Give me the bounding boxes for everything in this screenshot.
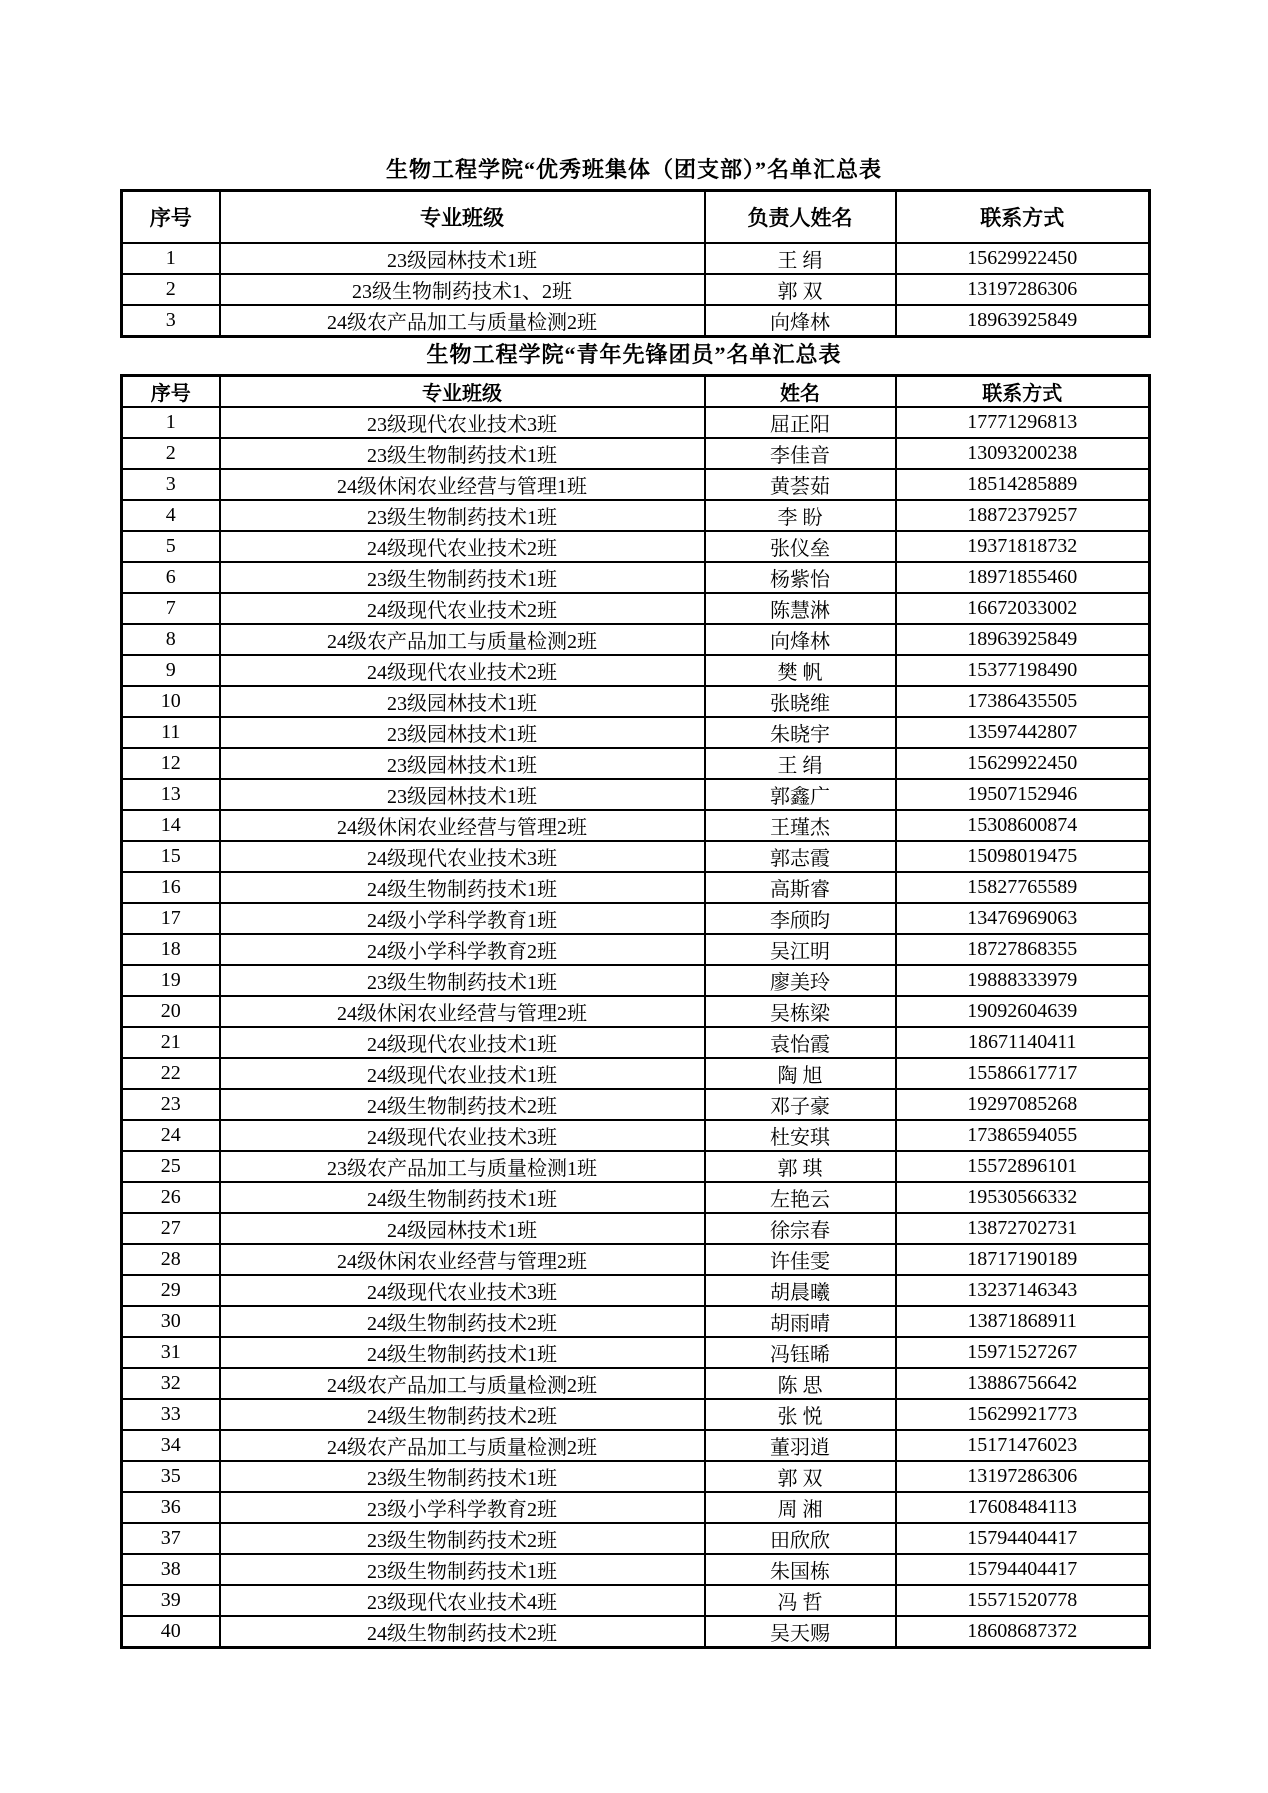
row-index-cell: 32 [122, 1368, 220, 1399]
person-name-cell: 高斯睿 [705, 872, 896, 903]
person-name-cell: 向烽林 [705, 305, 896, 337]
excellent-class-table [120, 189, 1151, 338]
phone-cell: 13197286306 [896, 274, 1150, 305]
row-index-cell: 4 [122, 500, 220, 531]
table-row [122, 996, 1150, 1027]
table-row [122, 748, 1150, 779]
table-row [122, 438, 1150, 469]
person-name-cell: 冯 哲 [705, 1585, 896, 1616]
row-index-cell: 29 [122, 1275, 220, 1306]
youth-pioneer-section [120, 341, 1148, 1649]
person-name-cell: 王 绢 [705, 243, 896, 274]
row-index-cell: 3 [122, 469, 220, 500]
column-header: 序号 [122, 376, 220, 408]
row-index-cell: 34 [122, 1430, 220, 1461]
row-index-cell: 27 [122, 1213, 220, 1244]
row-index-cell: 8 [122, 624, 220, 655]
phone-cell: 19507152946 [896, 779, 1150, 810]
row-index-cell: 31 [122, 1337, 220, 1368]
class-name-cell: 24级生物制药技术2班 [220, 1399, 705, 1430]
phone-cell: 13871868911 [896, 1306, 1150, 1337]
class-name-cell: 23级生物制药技术1班 [220, 1461, 705, 1492]
phone-cell: 15827765589 [896, 872, 1150, 903]
table-row [122, 965, 1150, 996]
person-name-cell: 左艳云 [705, 1182, 896, 1213]
phone-cell: 17386594055 [896, 1120, 1150, 1151]
phone-cell: 18727868355 [896, 934, 1150, 965]
row-index-cell: 20 [122, 996, 220, 1027]
row-index-cell: 23 [122, 1089, 220, 1120]
class-name-cell: 24级生物制药技术1班 [220, 1337, 705, 1368]
person-name-cell: 廖美玲 [705, 965, 896, 996]
class-name-cell: 24级小学科学教育2班 [220, 934, 705, 965]
row-index-cell: 10 [122, 686, 220, 717]
phone-cell: 13886756642 [896, 1368, 1150, 1399]
phone-cell: 19092604639 [896, 996, 1150, 1027]
table-row [122, 305, 1150, 337]
person-name-cell: 胡雨晴 [705, 1306, 896, 1337]
phone-cell: 15098019475 [896, 841, 1150, 872]
person-name-cell: 郭志霞 [705, 841, 896, 872]
row-index-cell: 28 [122, 1244, 220, 1275]
class-name-cell: 23级小学科学教育2班 [220, 1492, 705, 1523]
excellent-class-section [120, 156, 1148, 338]
person-name-cell: 李颀昀 [705, 903, 896, 934]
person-name-cell: 冯钰晞 [705, 1337, 896, 1368]
person-name-cell: 向烽林 [705, 624, 896, 655]
class-name-cell: 23级生物制药技术1班 [220, 1554, 705, 1585]
person-name-cell: 杜安琪 [705, 1120, 896, 1151]
class-name-cell: 23级园林技术1班 [220, 686, 705, 717]
column-header: 专业班级 [220, 191, 705, 244]
phone-cell: 15629921773 [896, 1399, 1150, 1430]
person-name-cell: 张晓维 [705, 686, 896, 717]
phone-cell: 18872379257 [896, 500, 1150, 531]
column-header: 负责人姓名 [705, 191, 896, 244]
row-index-cell: 5 [122, 531, 220, 562]
column-header: 序号 [122, 191, 220, 244]
phone-cell: 19888333979 [896, 965, 1150, 996]
person-name-cell: 田欣欣 [705, 1523, 896, 1554]
table-row [122, 1399, 1150, 1430]
phone-cell: 15171476023 [896, 1430, 1150, 1461]
row-index-cell: 16 [122, 872, 220, 903]
class-name-cell: 24级现代农业技术2班 [220, 531, 705, 562]
phone-cell: 18514285889 [896, 469, 1150, 500]
phone-cell: 18971855460 [896, 562, 1150, 593]
table-row [122, 624, 1150, 655]
table-row [122, 1523, 1150, 1554]
row-index-cell: 2 [122, 274, 220, 305]
person-name-cell: 李佳音 [705, 438, 896, 469]
table-row [122, 562, 1150, 593]
phone-cell: 18963925849 [896, 624, 1150, 655]
person-name-cell: 徐宗春 [705, 1213, 896, 1244]
person-name-cell: 周 湘 [705, 1492, 896, 1523]
class-name-cell: 23级生物制药技术1班 [220, 500, 705, 531]
class-name-cell: 24级现代农业技术1班 [220, 1058, 705, 1089]
person-name-cell: 陈慧淋 [705, 593, 896, 624]
table-row [122, 1461, 1150, 1492]
person-name-cell: 杨紫怡 [705, 562, 896, 593]
column-header: 联系方式 [896, 191, 1150, 244]
table-row [122, 1120, 1150, 1151]
class-name-cell: 24级休闲农业经营与管理1班 [220, 469, 705, 500]
table-row [122, 500, 1150, 531]
row-index-cell: 7 [122, 593, 220, 624]
table-row [122, 903, 1150, 934]
table-row [122, 779, 1150, 810]
row-index-cell: 13 [122, 779, 220, 810]
table-row [122, 243, 1150, 274]
class-name-cell: 23级园林技术1班 [220, 717, 705, 748]
table-row [122, 1089, 1150, 1120]
phone-cell: 15794404417 [896, 1523, 1150, 1554]
phone-cell: 15586617717 [896, 1058, 1150, 1089]
row-index-cell: 26 [122, 1182, 220, 1213]
table-row [122, 1275, 1150, 1306]
class-name-cell: 24级园林技术1班 [220, 1213, 705, 1244]
phone-cell: 17771296813 [896, 407, 1150, 438]
table-row [122, 1306, 1150, 1337]
row-index-cell: 35 [122, 1461, 220, 1492]
row-index-cell: 17 [122, 903, 220, 934]
person-name-cell: 朱晓宇 [705, 717, 896, 748]
row-index-cell: 2 [122, 438, 220, 469]
table-row [122, 531, 1150, 562]
phone-cell: 17608484113 [896, 1492, 1150, 1523]
row-index-cell: 6 [122, 562, 220, 593]
phone-cell: 18717190189 [896, 1244, 1150, 1275]
person-name-cell: 郭 双 [705, 274, 896, 305]
person-name-cell: 胡晨曦 [705, 1275, 896, 1306]
person-name-cell: 吴江明 [705, 934, 896, 965]
table-row [122, 1151, 1150, 1182]
class-name-cell: 24级休闲农业经营与管理2班 [220, 1244, 705, 1275]
phone-cell: 15572896101 [896, 1151, 1150, 1182]
class-name-cell: 24级现代农业技术2班 [220, 655, 705, 686]
row-index-cell: 19 [122, 965, 220, 996]
person-name-cell: 张仪垒 [705, 531, 896, 562]
person-name-cell: 郭鑫广 [705, 779, 896, 810]
column-header: 专业班级 [220, 376, 705, 408]
youth-pioneer-table [120, 374, 1151, 1649]
person-name-cell: 朱国栋 [705, 1554, 896, 1585]
class-name-cell: 24级现代农业技术3班 [220, 1120, 705, 1151]
class-name-cell: 24级现代农业技术3班 [220, 841, 705, 872]
person-name-cell: 王瑾杰 [705, 810, 896, 841]
table-row [122, 593, 1150, 624]
header-row [122, 376, 1150, 408]
person-name-cell: 董羽逍 [705, 1430, 896, 1461]
phone-cell: 15377198490 [896, 655, 1150, 686]
class-name-cell: 23级园林技术1班 [220, 243, 705, 274]
class-name-cell: 24级生物制药技术2班 [220, 1089, 705, 1120]
class-name-cell: 23级园林技术1班 [220, 779, 705, 810]
header-row [122, 191, 1150, 244]
person-name-cell: 吴栋梁 [705, 996, 896, 1027]
row-index-cell: 33 [122, 1399, 220, 1430]
phone-cell: 13197286306 [896, 1461, 1150, 1492]
phone-cell: 13597442807 [896, 717, 1150, 748]
phone-cell: 13237146343 [896, 1275, 1150, 1306]
table-row [122, 274, 1150, 305]
column-header: 联系方式 [896, 376, 1150, 408]
table-row [122, 717, 1150, 748]
row-index-cell: 39 [122, 1585, 220, 1616]
row-index-cell: 1 [122, 407, 220, 438]
phone-cell: 17386435505 [896, 686, 1150, 717]
row-index-cell: 21 [122, 1027, 220, 1058]
person-name-cell: 许佳雯 [705, 1244, 896, 1275]
youth-pioneer-table-title: 生物工程学院“青年先锋团员”名单汇总表 [426, 342, 842, 367]
person-name-cell: 张 悦 [705, 1399, 896, 1430]
row-index-cell: 22 [122, 1058, 220, 1089]
class-name-cell: 23级生物制药技术1、2班 [220, 274, 705, 305]
phone-cell: 15629922450 [896, 243, 1150, 274]
class-name-cell: 23级现代农业技术4班 [220, 1585, 705, 1616]
table-row [122, 1554, 1150, 1585]
class-name-cell: 24级小学科学教育1班 [220, 903, 705, 934]
person-name-cell: 李 盼 [705, 500, 896, 531]
class-name-cell: 23级农产品加工与质量检测1班 [220, 1151, 705, 1182]
phone-cell: 13476969063 [896, 903, 1150, 934]
phone-cell: 13093200238 [896, 438, 1150, 469]
table-row [122, 1368, 1150, 1399]
class-name-cell: 24级现代农业技术3班 [220, 1275, 705, 1306]
class-name-cell: 24级现代农业技术1班 [220, 1027, 705, 1058]
table-row [122, 1182, 1150, 1213]
row-index-cell: 18 [122, 934, 220, 965]
table-row [122, 655, 1150, 686]
phone-cell: 18608687372 [896, 1616, 1150, 1648]
row-index-cell: 12 [122, 748, 220, 779]
table-row [122, 810, 1150, 841]
person-name-cell: 樊 帆 [705, 655, 896, 686]
person-name-cell: 陈 思 [705, 1368, 896, 1399]
column-header: 姓名 [705, 376, 896, 408]
phone-cell: 15794404417 [896, 1554, 1150, 1585]
row-index-cell: 3 [122, 305, 220, 337]
table-row [122, 1492, 1150, 1523]
table-row [122, 872, 1150, 903]
table-row [122, 841, 1150, 872]
row-index-cell: 15 [122, 841, 220, 872]
class-name-cell: 24级生物制药技术1班 [220, 1182, 705, 1213]
class-name-cell: 24级农产品加工与质量检测2班 [220, 624, 705, 655]
class-name-cell: 23级生物制药技术1班 [220, 438, 705, 469]
row-index-cell: 36 [122, 1492, 220, 1523]
row-index-cell: 11 [122, 717, 220, 748]
class-name-cell: 23级园林技术1班 [220, 748, 705, 779]
table-row [122, 1430, 1150, 1461]
person-name-cell: 袁怡霞 [705, 1027, 896, 1058]
phone-cell: 15971527267 [896, 1337, 1150, 1368]
person-name-cell: 王 绢 [705, 748, 896, 779]
phone-cell: 19371818732 [896, 531, 1150, 562]
phone-cell: 19297085268 [896, 1089, 1150, 1120]
table-row [122, 1058, 1150, 1089]
person-name-cell: 陶 旭 [705, 1058, 896, 1089]
person-name-cell: 邓子豪 [705, 1089, 896, 1120]
phone-cell: 15308600874 [896, 810, 1150, 841]
table-row [122, 1027, 1150, 1058]
excellent-class-table-title: 生物工程学院“优秀班集体（团支部）”名单汇总表 [385, 157, 882, 182]
table-row [122, 1616, 1150, 1648]
class-name-cell: 24级生物制药技术1班 [220, 872, 705, 903]
phone-cell: 18963925849 [896, 305, 1150, 337]
table-row [122, 1213, 1150, 1244]
table-row [122, 686, 1150, 717]
class-name-cell: 23级生物制药技术1班 [220, 965, 705, 996]
row-index-cell: 38 [122, 1554, 220, 1585]
class-name-cell: 23级生物制药技术1班 [220, 562, 705, 593]
phone-cell: 18671140411 [896, 1027, 1150, 1058]
phone-cell: 13872702731 [896, 1213, 1150, 1244]
table-row [122, 1337, 1150, 1368]
row-index-cell: 1 [122, 243, 220, 274]
row-index-cell: 37 [122, 1523, 220, 1554]
phone-cell: 16672033002 [896, 593, 1150, 624]
class-name-cell: 24级休闲农业经营与管理2班 [220, 996, 705, 1027]
row-index-cell: 14 [122, 810, 220, 841]
row-index-cell: 25 [122, 1151, 220, 1182]
person-name-cell: 黄荟茹 [705, 469, 896, 500]
class-name-cell: 24级生物制药技术2班 [220, 1616, 705, 1648]
class-name-cell: 24级生物制药技术2班 [220, 1306, 705, 1337]
phone-cell: 15571520778 [896, 1585, 1150, 1616]
table-row [122, 1244, 1150, 1275]
person-name-cell: 郭 双 [705, 1461, 896, 1492]
row-index-cell: 30 [122, 1306, 220, 1337]
class-name-cell: 23级生物制药技术2班 [220, 1523, 705, 1554]
table-row [122, 407, 1150, 438]
row-index-cell: 24 [122, 1120, 220, 1151]
class-name-cell: 24级现代农业技术2班 [220, 593, 705, 624]
person-name-cell: 郭 琪 [705, 1151, 896, 1182]
table-row [122, 469, 1150, 500]
row-index-cell: 40 [122, 1616, 220, 1648]
person-name-cell: 吴天赐 [705, 1616, 896, 1648]
phone-cell: 15629922450 [896, 748, 1150, 779]
class-name-cell: 24级休闲农业经营与管理2班 [220, 810, 705, 841]
row-index-cell: 9 [122, 655, 220, 686]
person-name-cell: 屈正阳 [705, 407, 896, 438]
class-name-cell: 24级农产品加工与质量检测2班 [220, 1368, 705, 1399]
class-name-cell: 24级农产品加工与质量检测2班 [220, 1430, 705, 1461]
phone-cell: 19530566332 [896, 1182, 1150, 1213]
table-row [122, 1585, 1150, 1616]
class-name-cell: 23级现代农业技术3班 [220, 407, 705, 438]
table-row [122, 934, 1150, 965]
class-name-cell: 24级农产品加工与质量检测2班 [220, 305, 705, 337]
